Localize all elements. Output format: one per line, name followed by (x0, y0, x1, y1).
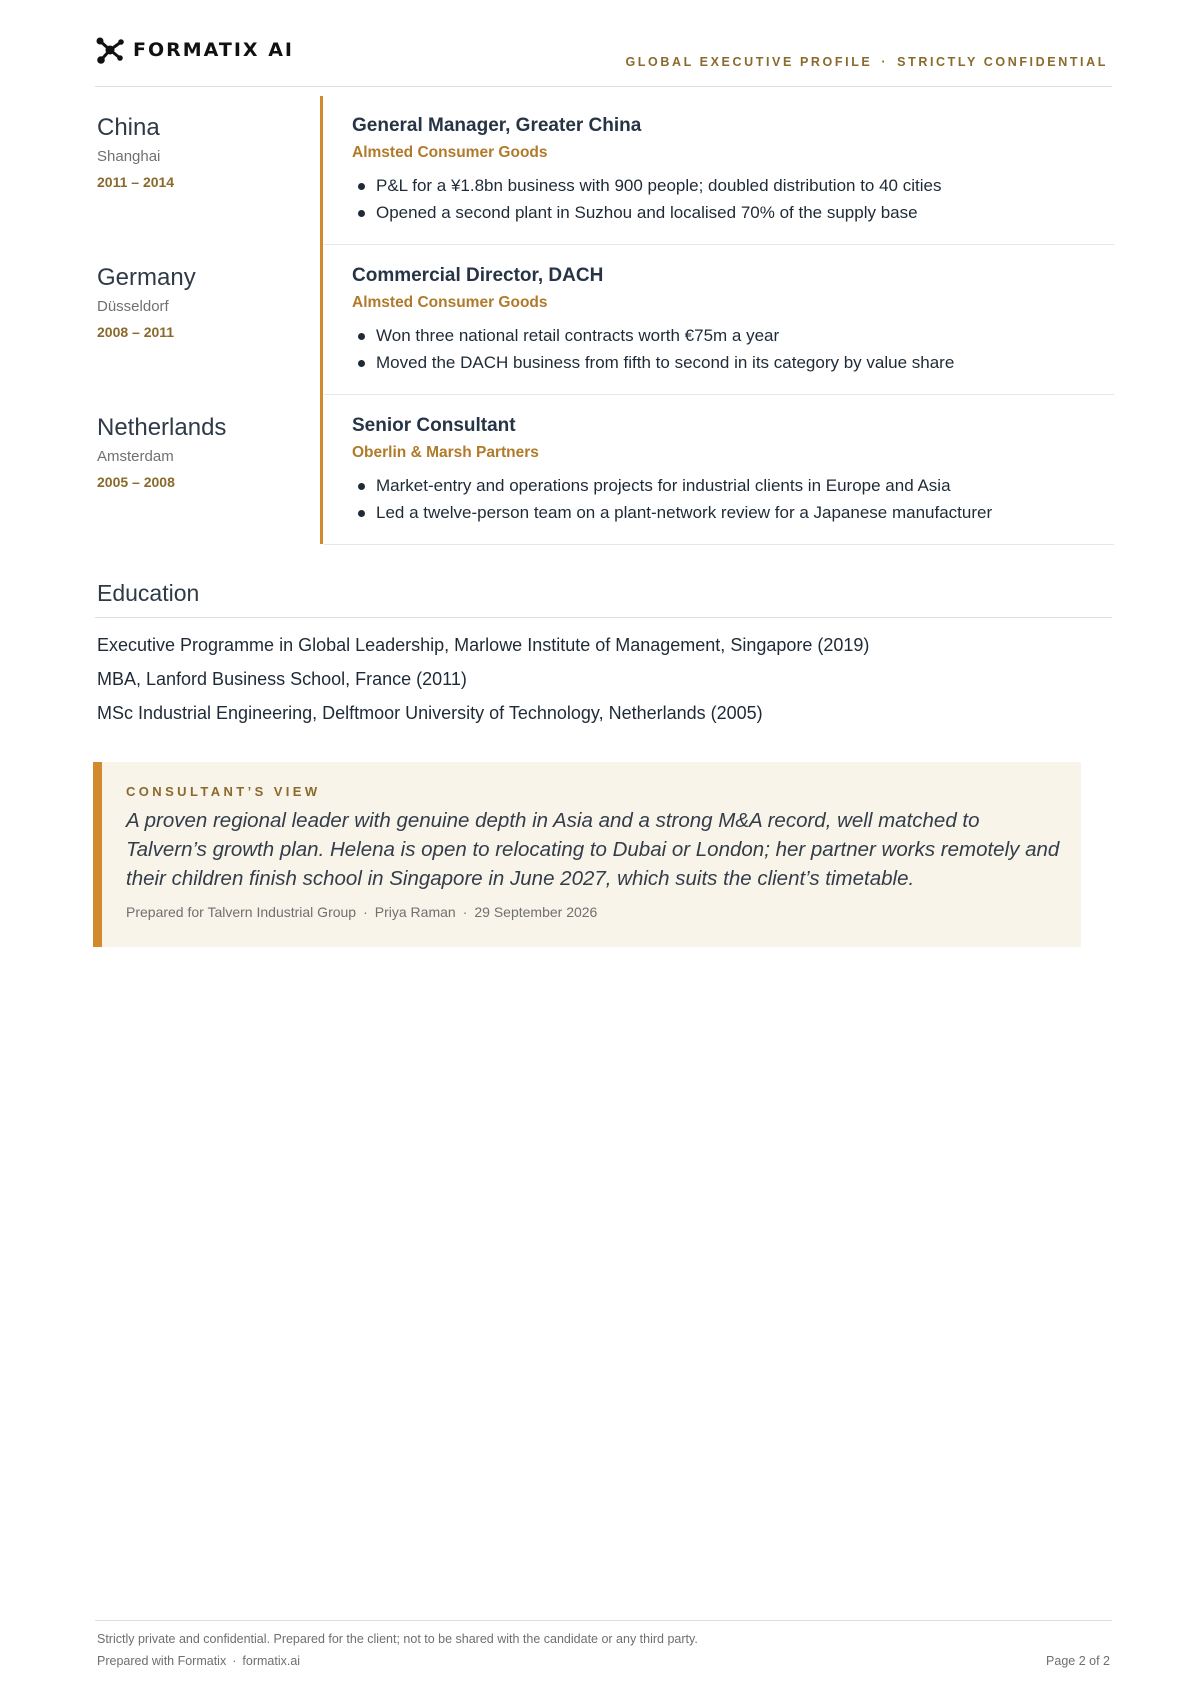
page-header (95, 36, 1112, 87)
confidentiality-banner (625, 55, 1108, 69)
education-heading: Education (97, 580, 200, 606)
timeline-entry (95, 396, 1115, 544)
separator-dot: · (232, 1654, 237, 1668)
achievement-item: Market-entry and operations projects for industrial clients in Europe and Asia (352, 472, 992, 499)
company-name: Oberlin & Marsh Partners (352, 444, 539, 461)
city: Düsseldorf (97, 298, 169, 315)
achievement-item: P&L for a ¥1.8bn business with 900 people; doubled distribution to 40 cities (352, 172, 941, 199)
role-details (324, 246, 1114, 395)
role-details (324, 96, 1114, 245)
website-link[interactable]: formatix.ai (242, 1654, 301, 1668)
author-name: Priya Raman (374, 904, 456, 920)
country: Netherlands (97, 414, 227, 441)
date-range: 2008 – 2011 (97, 324, 175, 340)
consultant-view-callout (93, 762, 1081, 947)
country: China (97, 114, 160, 141)
education-item: Executive Programme in Global Leadership, Marlowe Institute of Management, Singapore (2019) (97, 635, 870, 655)
achievement-item: Won three national retail contracts worth €75m a year (352, 322, 954, 349)
brand-logo (95, 36, 294, 64)
separator-dot: · (462, 904, 468, 920)
company-name: Almsted Consumer Goods (352, 294, 548, 311)
timeline-entry (95, 96, 1115, 244)
achievement-item: Led a twelve-person team on a plant-network review for a Japanese manufacturer (352, 499, 992, 526)
footer-credits (97, 1654, 300, 1668)
footer-divider (95, 1620, 1112, 1621)
achievement-list (352, 322, 954, 376)
country: Germany (97, 264, 196, 291)
prepared-for: Prepared for Talvern Industrial Group (126, 904, 357, 920)
separator-dot: · (363, 904, 368, 920)
education-item: MSc Industrial Engineering, Delftmoor University of Technology, Netherlands (2005) (97, 703, 763, 723)
city: Shanghai (97, 148, 161, 165)
date-range: 2005 – 2008 (97, 474, 175, 490)
education-item: MBA, Lanford Business School, France (2011) (97, 669, 467, 689)
callout-meta (126, 904, 597, 920)
separator-dot: · (881, 55, 889, 69)
education-list (97, 628, 869, 730)
brand-name: FORMATIX AI (133, 39, 294, 61)
molecule-logo-icon (95, 36, 125, 64)
achievement-list (352, 172, 941, 226)
role-title: Commercial Director, DACH (352, 265, 604, 286)
location-column (97, 246, 312, 340)
achievement-item: Moved the DACH business from fifth to second in its category by value share (352, 349, 954, 376)
profile-type-label: GLOBAL EXECUTIVE PROFILE (625, 55, 873, 69)
callout-text: A proven regional leader with genuine depth in Asia and a strong M&A record, well matched to Talvern’s growth plan. Helena is open to relocating to Dubai or London; her partner works remotely and their children finish school in Singapore in June 2027, which suits the client’s timetable. (126, 809, 1060, 890)
achievement-list (352, 472, 992, 526)
confidential-label: STRICTLY CONFIDENTIAL (897, 55, 1108, 69)
footer-disclaimer: Strictly private and confidential. Prepared for the client; not to be shared with the candidate or any third party. (97, 1632, 698, 1646)
location-column (97, 96, 312, 190)
role-details (324, 396, 1114, 545)
prepared-with: Prepared with Formatix (97, 1654, 227, 1668)
company-name: Almsted Consumer Goods (352, 144, 548, 161)
page-number: Page 2 of 2 (1046, 1654, 1110, 1668)
date-range: 2011 – 2014 (97, 174, 175, 190)
callout-accent-bar (93, 762, 102, 947)
role-title: Senior Consultant (352, 415, 516, 436)
career-timeline (95, 96, 1115, 546)
role-title: General Manager, Greater China (352, 115, 642, 136)
city: Amsterdam (97, 448, 174, 465)
timeline-entry (95, 246, 1115, 394)
prepared-date: 29 September 2026 (474, 904, 598, 920)
callout-label: CONSULTANT’S VIEW (126, 784, 321, 799)
section-divider (95, 617, 1112, 618)
location-column (97, 396, 312, 490)
achievement-item: Opened a second plant in Suzhou and localised 70% of the supply base (352, 199, 941, 226)
